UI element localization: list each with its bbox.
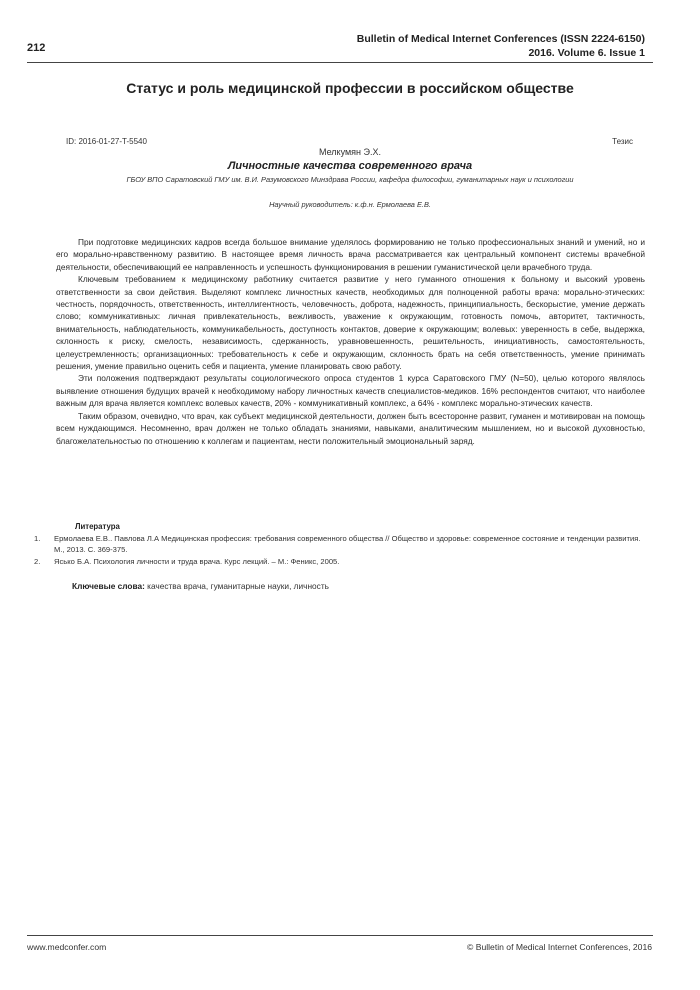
page-number: 212 [27,42,46,54]
footer-website: www.medconfer.com [27,942,107,952]
paragraph: При подготовке медицинских кадров всегда большое внимание уделялось формированию не только профессиональных знаний и умений, но и его морально-нравственному развитию. В настоящее время личность врача рассматривается как центральный компонент системы врачебной деятельности, обеспечивающий ее направленность и успешность функционирования в решении гуманистической цели врачебного труда. [56,237,645,272]
header-divider [27,62,653,63]
footer-copyright: © Bulletin of Medical Internet Conferences, 2016 [467,942,652,952]
reference-list [34,534,650,570]
footer-divider [27,935,653,936]
paragraph: Ключевым требованием к медицинскому работнику считается развитие у него гуманного отношения к больному и высокий уровень ответственности за свои действия. Выделяют комплекс личностных качеств, необходимых для полноценной работы врача: морально-этических: честность, порядочность, ответственность, интеллигентность, человечность, доброта, надежность, принципиальность, бескорыстие, умение держать слово; коммуникативных: личная привлекательность, вежливость, уважение к окружающим, готовность помочь, авторитет, тактичность, внимательность, наблюдательность, коммуникабельность, доступность контактов, доверие к окружающим; волевых: уверенность в себе, выдержка, склонность к риску, смелость, независимость, сдержанность, уравновешенность, решительность, инициативность, самостоятельность, целеустремленность; организационных: требовательность к себе и окружающим, склонность брать на себя ответственность, умение принимать решения, умение правильно оценить себя и пациента, умение планировать свою работу. [56,274,645,372]
paragraph: Таким образом, очевидно, что врач, как субъект медицинской деятельности, должен быть всесторонне развит, гуманен и мотивирован на помощь всем нуждающимся. Несомненно, врач должен не только обладать знаниями, навыками, аналитическим мышлением, но и высокой духовностью, благожелательностью по отношению к коллегам и пациентам, нести положительный эмоциональный заряд. [56,410,645,446]
reference-text: Ермолаева Е.В.. Павлова Л.А Медицинская профессия: требования современного общества // Общество и здоровье: современное состояние и тенденции развития. М., 2013. С. 369-375. [54,534,641,554]
reference-number: 2. [34,557,41,567]
affiliation: ГБОУ ВПО Саратовский ГМУ им. В.И. Разумовского Минздрава России, кафедра философии, гуманитарных наук и психологии [126,175,574,184]
article-type: Тезис [612,137,633,146]
journal-issue: 2016. Volume 6. Issue 1 [528,47,645,59]
keywords [72,581,329,591]
reference-item [34,557,650,568]
section-title: Статус и роль медицинской профессии в российском обществе [126,80,574,96]
journal-title: Bulletin of Medical Internet Conferences (ISSN 2224-6150) [356,33,645,45]
paragraph: Эти положения подтверждают результаты социологического опроса студентов 1 курса Саратовского ГМУ (N=50), целью которого являлось выявление отношения будущих врачей к необходимому набору личностных качеств специалистов-медиков. 16% респондентов считают, что наиболее важным для врача является комплекс волевых качеств, 20% - коммуникативный комплекс, а 64% - комплекс морально-этических качеств. [56,373,645,409]
reference-item [34,534,650,555]
keywords-text: качества врача, гуманитарные науки, личность [147,581,329,591]
article-id: ID: 2016-01-27-T-5540 [66,137,147,146]
journal-header [357,32,645,60]
author: Мелкумян Э.Х. [319,147,381,157]
keywords-label: Ключевые слова: [72,581,145,591]
literature-heading: Литература [75,522,120,531]
reference-number: 1. [34,534,41,543]
reference-text: Ясько Б.А. Психология личности и труда врача. Курс лекций. – М.: Феникс, 2005. [54,557,340,567]
article-title: Личностные качества современного врача [227,160,473,172]
article-body [56,236,645,447]
supervisor: Научный руководитель: к.ф.н. Ермолаева Е.В. [269,200,431,209]
